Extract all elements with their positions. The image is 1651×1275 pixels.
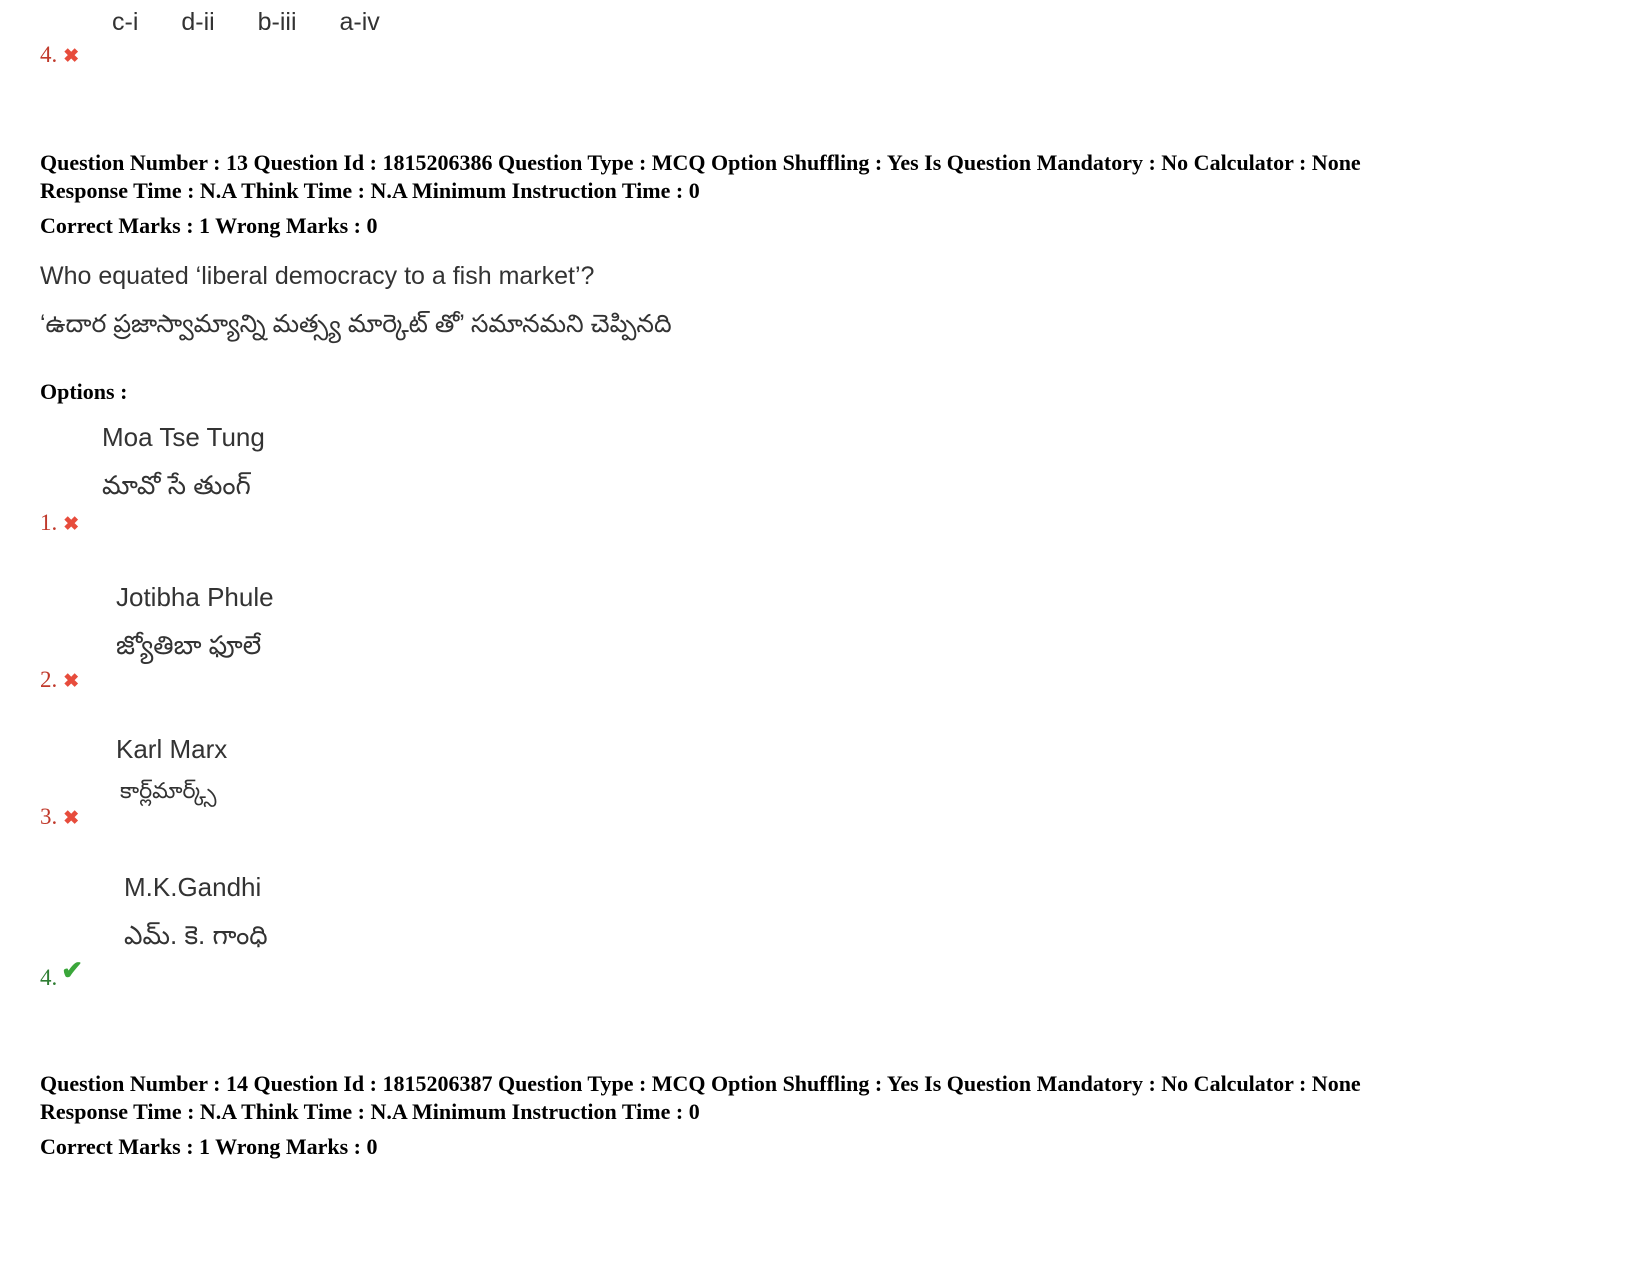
option-4-marker bbox=[40, 956, 84, 992]
q13-meta-line2: Response Time : N.A Think Time : N.A Minimum Instruction Time : 0 bbox=[40, 178, 700, 203]
q14-meta-line2: Response Time : N.A Think Time : N.A Minimum Instruction Time : 0 bbox=[40, 1099, 700, 1124]
check-icon: ✔ bbox=[61, 956, 84, 985]
options-label: Options : bbox=[40, 379, 128, 404]
q13-question-en: Who equated ‘liberal democracy to a fish market’? bbox=[40, 262, 595, 290]
q13-question-te: ‘ఉదార ప్రజాస్వామ్యాన్ని మత్స్య మార్కెట్ తో’ సమానమని చెప్పినది bbox=[40, 310, 672, 338]
prev-match-row bbox=[112, 8, 416, 37]
option-4-te: ఎమ్. కె. గాంధి bbox=[124, 920, 268, 950]
prev-option-4 bbox=[40, 42, 79, 68]
option-2-te: జ్యోతిబా ఫూలే bbox=[116, 630, 262, 660]
option-4-en: M.K.Gandhi bbox=[124, 872, 262, 902]
option-3-te: కార్ల్‌మార్క్స్ bbox=[120, 778, 217, 803]
option-number: 2. bbox=[40, 667, 58, 692]
option-3-marker bbox=[40, 804, 79, 830]
q13-meta-line1: Question Number : 13 Question Id : 1815206386 Question Type : MCQ Option Shuffling : Yes Is Question Mandatory : No Calculator : None bbox=[40, 150, 1361, 175]
match-pair: a-iv bbox=[339, 8, 380, 36]
q14-marks: Correct Marks : 1 Wrong Marks : 0 bbox=[40, 1134, 378, 1159]
match-pair: c-i bbox=[112, 8, 139, 36]
q14-meta-line1: Question Number : 14 Question Id : 1815206387 Question Type : MCQ Option Shuffling : Yes Is Question Mandatory : No Calculator : None bbox=[40, 1071, 1361, 1096]
option-number: 3. bbox=[40, 804, 58, 829]
option-number: 4. bbox=[40, 42, 58, 67]
cross-icon: ✖ bbox=[63, 808, 80, 829]
match-pair: d-ii bbox=[181, 8, 215, 36]
match-pair: b-iii bbox=[257, 8, 297, 36]
cross-icon: ✖ bbox=[63, 514, 80, 535]
q13-marks: Correct Marks : 1 Wrong Marks : 0 bbox=[40, 213, 378, 238]
option-number: 1. bbox=[40, 510, 58, 535]
option-number: 4. bbox=[40, 965, 58, 990]
cross-icon: ✖ bbox=[63, 46, 80, 67]
option-3-en: Karl Marx bbox=[116, 734, 228, 764]
option-2-marker bbox=[40, 667, 79, 693]
cross-icon: ✖ bbox=[63, 671, 80, 692]
option-1-en: Moa Tse Tung bbox=[102, 422, 265, 452]
option-1-marker bbox=[40, 510, 79, 536]
option-2-en: Jotibha Phule bbox=[116, 582, 274, 612]
option-1-te: మావో సే తుంగ్ bbox=[102, 470, 251, 500]
